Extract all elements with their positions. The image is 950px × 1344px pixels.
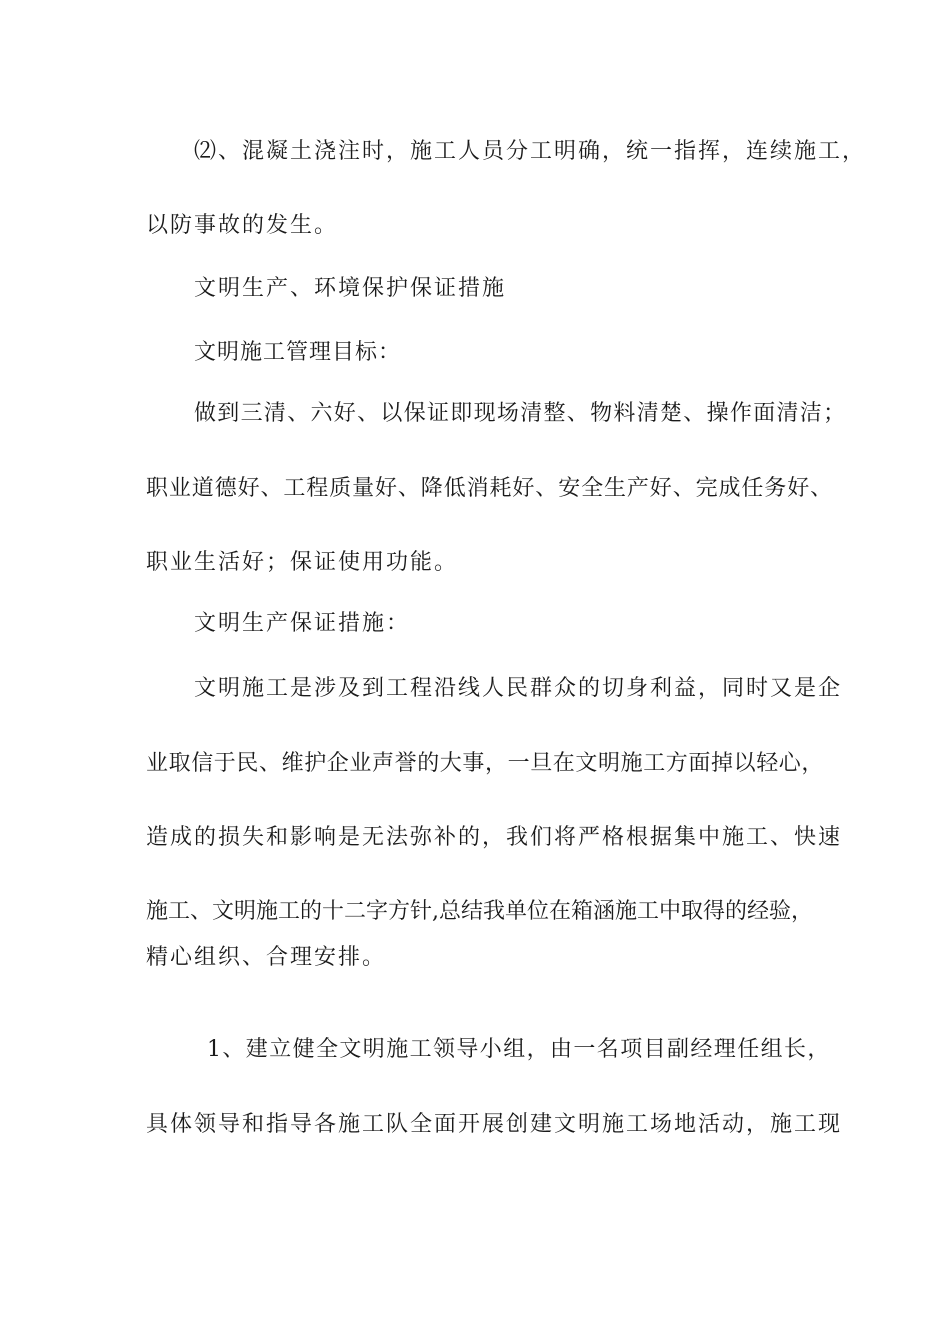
subsection-heading: 文明施工管理目标： (194, 340, 402, 365)
section-heading: 文明生产、环境保护保证措施 (194, 276, 507, 301)
paragraph-line: 业取信于民、维护企业声誉的大事，一旦在文明施工方面掉以轻心， (146, 751, 825, 776)
paragraph-line: 做到三清、六好、以保证即现场清整、物料清楚、操作面清洁； (194, 401, 847, 426)
paragraph-line: ⑵、混凝土浇注时，施工人员分工明确，统一指挥，连续施工， (194, 139, 867, 164)
paragraph-line: 文明施工是涉及到工程沿线人民群众的切身利益，同时又是企 (194, 676, 843, 701)
paragraph-line: 职业道德好、工程质量好、降低消耗好、安全生产好、完成任务好、 (146, 476, 834, 501)
paragraph-line: 造成的损失和影响是无法弥补的，我们将严格根据集中施工、快速 (146, 825, 843, 850)
subsection-heading: 文明生产保证措施： (194, 611, 411, 636)
paragraph-line: 具体领导和指导各施工队全面开展创建文明施工场地活动，施工现 (146, 1112, 843, 1137)
paragraph-line: 职业生活好；保证使用功能。 (146, 550, 459, 575)
paragraph-line: 施工、文明施工的十二字方针,总结我单位在箱涵施工中取得的经验， (146, 899, 813, 924)
paragraph-line: 精心组织、合理安排。 (146, 945, 387, 970)
paragraph-line: 以防事故的发生。 (146, 213, 339, 238)
numbered-item-line: 1、建立健全文明施工领导小组，由一名项目副经理任组长， (207, 1037, 831, 1062)
